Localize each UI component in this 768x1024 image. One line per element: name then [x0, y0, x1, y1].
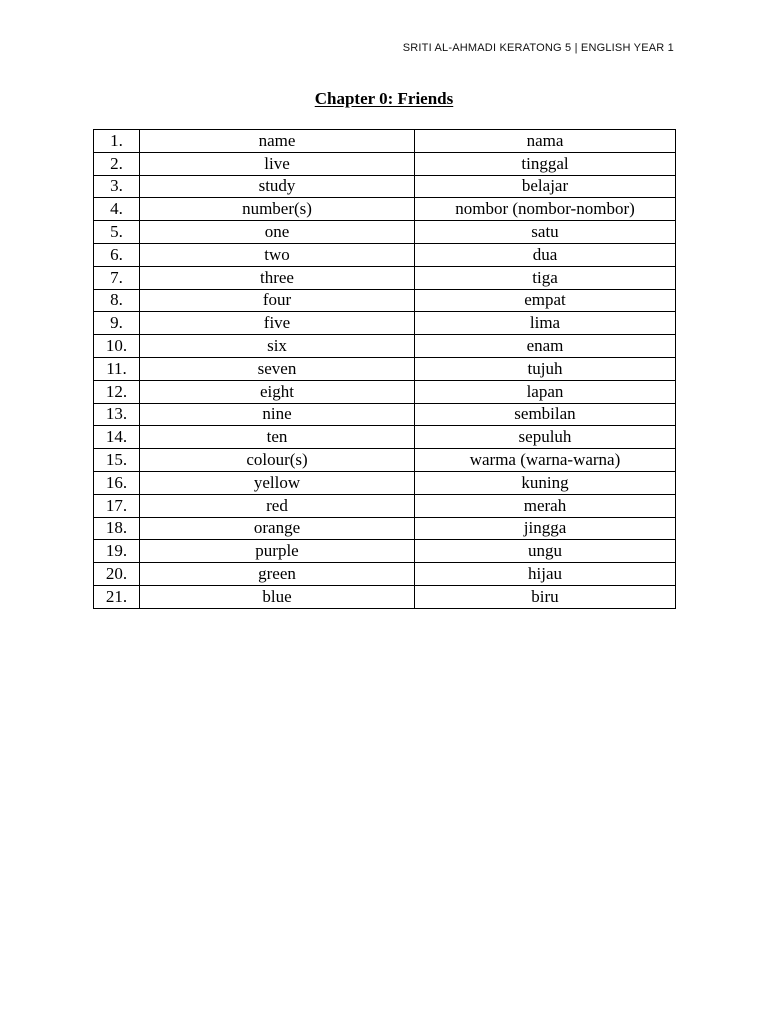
- english-word-cell: seven: [140, 357, 415, 380]
- row-number-cell: 18.: [94, 517, 140, 540]
- malay-word-cell: merah: [415, 494, 676, 517]
- row-number-cell: 4.: [94, 198, 140, 221]
- table-row: [94, 585, 676, 608]
- table-row: [94, 517, 676, 540]
- row-number-cell: 14.: [94, 426, 140, 449]
- english-word-cell: orange: [140, 517, 415, 540]
- row-number-cell: 10.: [94, 335, 140, 358]
- english-word-cell: yellow: [140, 471, 415, 494]
- row-number-cell: 12.: [94, 380, 140, 403]
- table-row: [94, 289, 676, 312]
- english-word-cell: eight: [140, 380, 415, 403]
- malay-word-cell: nama: [415, 130, 676, 153]
- english-word-cell: live: [140, 152, 415, 175]
- english-word-cell: colour(s): [140, 449, 415, 472]
- malay-word-cell: enam: [415, 335, 676, 358]
- malay-word-cell: biru: [415, 585, 676, 608]
- english-word-cell: blue: [140, 585, 415, 608]
- table-row: [94, 221, 676, 244]
- malay-word-cell: empat: [415, 289, 676, 312]
- table-row: [94, 540, 676, 563]
- malay-word-cell: sepuluh: [415, 426, 676, 449]
- malay-word-cell: kuning: [415, 471, 676, 494]
- row-number-cell: 16.: [94, 471, 140, 494]
- table-row: [94, 449, 676, 472]
- page-title: Chapter 0: Friends: [314, 89, 454, 108]
- english-word-cell: six: [140, 335, 415, 358]
- row-number-cell: 8.: [94, 289, 140, 312]
- table-row: [94, 563, 676, 586]
- malay-word-cell: tiga: [415, 266, 676, 289]
- row-number-cell: 15.: [94, 449, 140, 472]
- english-word-cell: green: [140, 563, 415, 586]
- row-number-cell: 5.: [94, 221, 140, 244]
- english-word-cell: red: [140, 494, 415, 517]
- malay-word-cell: lapan: [415, 380, 676, 403]
- english-word-cell: number(s): [140, 198, 415, 221]
- row-number-cell: 20.: [94, 563, 140, 586]
- malay-word-cell: belajar: [415, 175, 676, 198]
- page-header: SRITI AL-AHMADI KERATONG 5 | ENGLISH YEAR 1: [402, 42, 674, 54]
- table-row: [94, 152, 676, 175]
- row-number-cell: 17.: [94, 494, 140, 517]
- table-row: [94, 403, 676, 426]
- english-word-cell: four: [140, 289, 415, 312]
- malay-word-cell: hijau: [415, 563, 676, 586]
- malay-word-cell: dua: [415, 243, 676, 266]
- table-row: [94, 130, 676, 153]
- english-word-cell: three: [140, 266, 415, 289]
- malay-word-cell: lima: [415, 312, 676, 335]
- row-number-cell: 13.: [94, 403, 140, 426]
- row-number-cell: 1.: [94, 130, 140, 153]
- table-row: [94, 266, 676, 289]
- table-row: [94, 312, 676, 335]
- table-row: [94, 494, 676, 517]
- table-row: [94, 380, 676, 403]
- malay-word-cell: tujuh: [415, 357, 676, 380]
- table-row: [94, 243, 676, 266]
- english-word-cell: five: [140, 312, 415, 335]
- english-word-cell: ten: [140, 426, 415, 449]
- row-number-cell: 3.: [94, 175, 140, 198]
- malay-word-cell: ungu: [415, 540, 676, 563]
- row-number-cell: 9.: [94, 312, 140, 335]
- malay-word-cell: nombor (nombor-nombor): [415, 198, 676, 221]
- malay-word-cell: satu: [415, 221, 676, 244]
- malay-word-cell: warma (warna-warna): [415, 449, 676, 472]
- row-number-cell: 7.: [94, 266, 140, 289]
- row-number-cell: 2.: [94, 152, 140, 175]
- row-number-cell: 19.: [94, 540, 140, 563]
- english-word-cell: purple: [140, 540, 415, 563]
- vocabulary-table-body: [94, 130, 676, 609]
- row-number-cell: 21.: [94, 585, 140, 608]
- english-word-cell: two: [140, 243, 415, 266]
- table-row: [94, 175, 676, 198]
- row-number-cell: 6.: [94, 243, 140, 266]
- malay-word-cell: jingga: [415, 517, 676, 540]
- english-word-cell: study: [140, 175, 415, 198]
- table-row: [94, 335, 676, 358]
- english-word-cell: nine: [140, 403, 415, 426]
- table-row: [94, 471, 676, 494]
- malay-word-cell: tinggal: [415, 152, 676, 175]
- malay-word-cell: sembilan: [415, 403, 676, 426]
- table-row: [94, 357, 676, 380]
- table-row: [94, 426, 676, 449]
- table-row: [94, 198, 676, 221]
- english-word-cell: name: [140, 130, 415, 153]
- vocabulary-table: [93, 129, 676, 609]
- english-word-cell: one: [140, 221, 415, 244]
- row-number-cell: 11.: [94, 357, 140, 380]
